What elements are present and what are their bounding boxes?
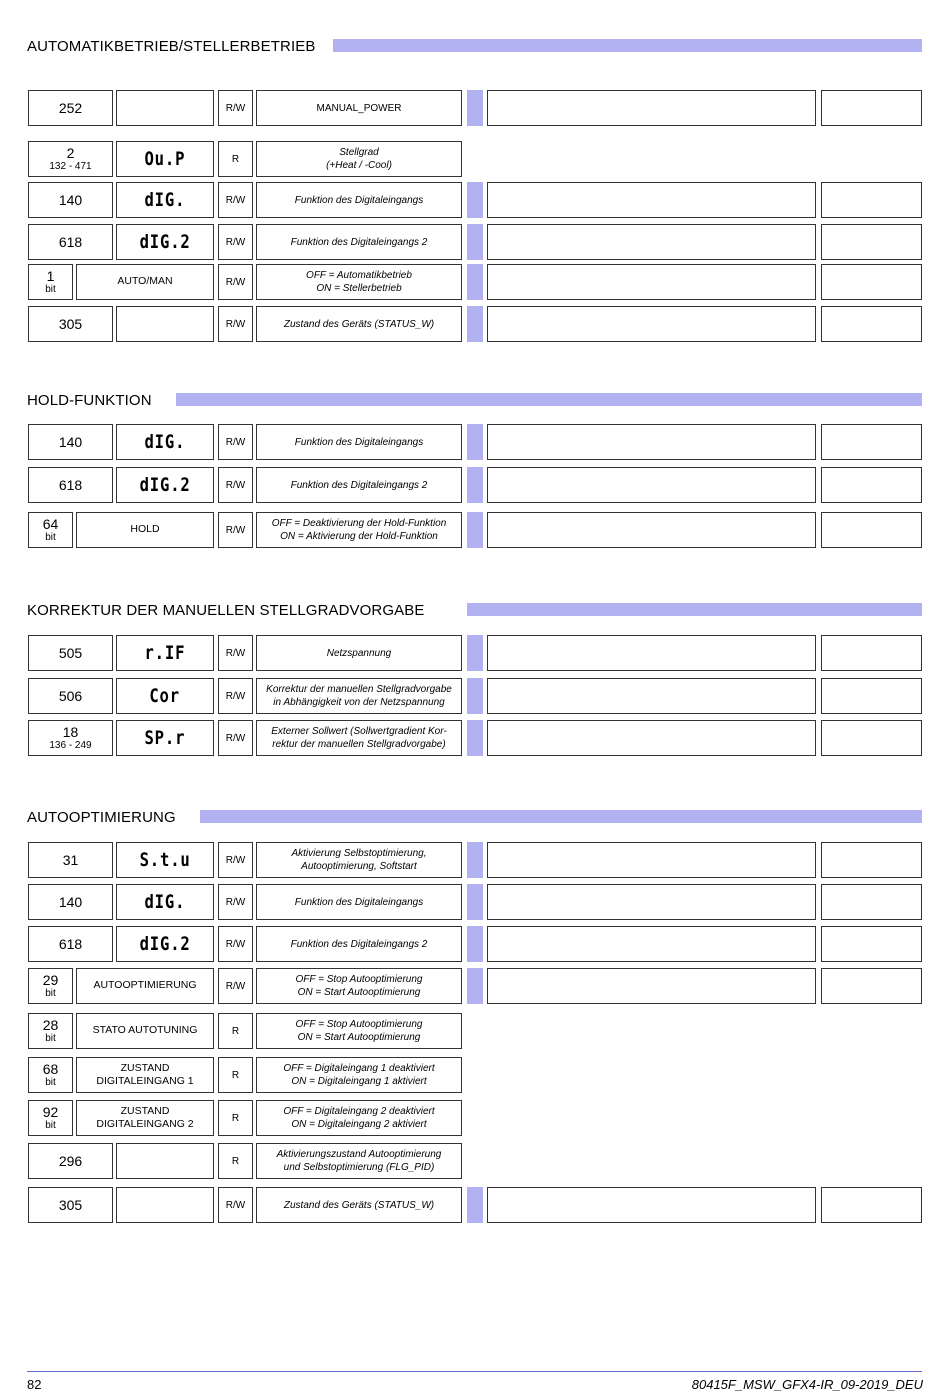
notes-entry-box[interactable] (821, 306, 922, 342)
lcd-parameter-code: dIG. (144, 431, 186, 453)
address-value: 140 (58, 434, 83, 450)
row-marker (467, 842, 483, 878)
address-value: 505 (58, 645, 83, 661)
address-value: 140 (58, 192, 83, 208)
value-entry-box[interactable] (487, 467, 816, 503)
description: Externer Sollwert (Sollwertgradient Kor- rektur der manuellen Stellgradvorgabe) (256, 720, 462, 756)
access-mode: R/W (218, 720, 253, 756)
access-mode: R/W (218, 1187, 253, 1223)
address-value: 64 (42, 516, 59, 532)
address-range: 136 - 249 (49, 740, 92, 751)
address-value: 618 (58, 234, 83, 250)
address-cell (28, 1187, 113, 1223)
lcd-display-cell (116, 926, 214, 962)
row-marker (467, 264, 483, 300)
access-mode: R/W (218, 424, 253, 460)
value-entry-box[interactable] (487, 264, 816, 300)
address-value: 18 (62, 724, 79, 740)
access-mode: R/W (218, 512, 253, 548)
value-entry-box[interactable] (487, 678, 816, 714)
notes-entry-box[interactable] (821, 467, 922, 503)
bit-label: bit (45, 532, 56, 543)
section-title: AUTOMATIKBETRIEB/STELLERBETRIEB (27, 38, 316, 55)
row-marker (467, 968, 483, 1004)
page-number: 82 (27, 1377, 42, 1392)
address-cell (28, 90, 113, 126)
row-marker (467, 424, 483, 460)
parameter-name: HOLD (76, 512, 214, 548)
address-value: 92 (42, 1104, 59, 1120)
bit-label: bit (45, 284, 56, 295)
access-mode: R (218, 1013, 253, 1049)
notes-entry-box[interactable] (821, 1187, 922, 1223)
address-value: 1 (46, 268, 55, 284)
section-title-bar (333, 39, 922, 52)
value-entry-box[interactable] (487, 90, 816, 126)
lcd-parameter-code: Cor (149, 685, 181, 707)
lcd-parameter-code: dIG.2 (139, 474, 191, 496)
parameter-name: AUTOOPTIMIERUNG (76, 968, 214, 1004)
address-cell (28, 842, 113, 878)
access-mode: R/W (218, 678, 253, 714)
notes-entry-box[interactable] (821, 926, 922, 962)
lcd-display-cell (116, 306, 214, 342)
description: OFF = Stop Autooptimierung ON = Start Autooptimierung (256, 1013, 462, 1049)
lcd-parameter-code: dIG. (144, 189, 186, 211)
row-marker (467, 635, 483, 671)
address-cell (28, 1057, 73, 1093)
section-title: HOLD-FUNKTION (27, 392, 152, 409)
address-value: 305 (58, 316, 83, 332)
notes-entry-box[interactable] (821, 842, 922, 878)
address-cell (28, 224, 113, 260)
description: Stellgrad (+Heat / -Cool) (256, 141, 462, 177)
access-mode: R (218, 1057, 253, 1093)
address-value: 2 (66, 145, 75, 161)
address-range: 132 - 471 (49, 161, 92, 172)
description: OFF = Digitaleingang 2 deaktiviert ON = Digitaleingang 2 aktiviert (256, 1100, 462, 1136)
address-cell (28, 424, 113, 460)
notes-entry-box[interactable] (821, 90, 922, 126)
value-entry-box[interactable] (487, 424, 816, 460)
notes-entry-box[interactable] (821, 720, 922, 756)
value-entry-box[interactable] (487, 968, 816, 1004)
description: Funktion des Digitaleingangs (256, 884, 462, 920)
address-cell (28, 1013, 73, 1049)
bit-label: bit (45, 1120, 56, 1131)
address-cell (28, 678, 113, 714)
row-marker (467, 926, 483, 962)
address-value: 296 (58, 1153, 83, 1169)
access-mode: R/W (218, 467, 253, 503)
address-cell (28, 512, 73, 548)
lcd-display-cell (116, 467, 214, 503)
lcd-display-cell (116, 842, 214, 878)
notes-entry-box[interactable] (821, 512, 922, 548)
address-value: 68 (42, 1061, 59, 1077)
value-entry-box[interactable] (487, 635, 816, 671)
lcd-display-cell (116, 1143, 214, 1179)
description: Funktion des Digitaleingangs 2 (256, 467, 462, 503)
address-value: 29 (42, 972, 59, 988)
lcd-parameter-code: SP.r (144, 727, 186, 749)
lcd-display-cell (116, 224, 214, 260)
row-marker (467, 467, 483, 503)
access-mode: R/W (218, 90, 253, 126)
lcd-parameter-code: dIG.2 (139, 933, 191, 955)
parameter-name: AUTO/MAN (76, 264, 214, 300)
access-mode: R (218, 1100, 253, 1136)
description: OFF = Deaktivierung der Hold-Funktion ON = Aktivierung der Hold-Funktion (256, 512, 462, 548)
parameter-name: STATO AUTOTUNING (76, 1013, 214, 1049)
description: Aktivierung Selbstoptimierung, Autooptimierung, Softstart (256, 842, 462, 878)
row-marker (467, 182, 483, 218)
address-cell (28, 182, 113, 218)
bit-label: bit (45, 1033, 56, 1044)
description: Korrektur der manuellen Stellgradvorgabe in Abhängigkeit von der Netzspannung (256, 678, 462, 714)
notes-entry-box[interactable] (821, 182, 922, 218)
access-mode: R/W (218, 182, 253, 218)
row-marker (467, 224, 483, 260)
notes-entry-box[interactable] (821, 968, 922, 1004)
notes-entry-box[interactable] (821, 424, 922, 460)
address-cell (28, 467, 113, 503)
row-marker (467, 720, 483, 756)
address-cell (28, 306, 113, 342)
row-marker (467, 678, 483, 714)
lcd-parameter-code: dIG. (144, 891, 186, 913)
value-entry-box[interactable] (487, 926, 816, 962)
value-entry-box[interactable] (487, 1187, 816, 1223)
lcd-display-cell (116, 141, 214, 177)
value-entry-box[interactable] (487, 224, 816, 260)
row-marker (467, 512, 483, 548)
parameter-name: ZUSTAND DIGITALEINGANG 1 (76, 1057, 214, 1093)
description: OFF = Automatikbetrieb ON = Stellerbetrieb (256, 264, 462, 300)
address-cell (28, 884, 113, 920)
address-cell (28, 264, 73, 300)
address-cell (28, 1143, 113, 1179)
lcd-parameter-code: dIG.2 (139, 231, 191, 253)
value-entry-box[interactable] (487, 720, 816, 756)
section-title-bar (467, 603, 922, 616)
bit-label: bit (45, 1077, 56, 1088)
description: Funktion des Digitaleingangs (256, 424, 462, 460)
description: Zustand des Geräts (STATUS_W) (256, 1187, 462, 1223)
lcd-display-cell (116, 678, 214, 714)
address-value: 252 (58, 100, 83, 116)
access-mode: R (218, 1143, 253, 1179)
lcd-parameter-code: S.t.u (139, 849, 191, 871)
notes-entry-box[interactable] (821, 264, 922, 300)
access-mode: R/W (218, 264, 253, 300)
description: Funktion des Digitaleingangs 2 (256, 224, 462, 260)
address-value: 618 (58, 477, 83, 493)
value-entry-box[interactable] (487, 182, 816, 218)
lcd-display-cell (116, 884, 214, 920)
lcd-display-cell (116, 182, 214, 218)
lcd-display-cell (116, 720, 214, 756)
description: Aktivierungszustand Autooptimierung und Selbstoptimierung (FLG_PID) (256, 1143, 462, 1179)
address-value: 28 (42, 1017, 59, 1033)
value-entry-box[interactable] (487, 842, 816, 878)
value-entry-box[interactable] (487, 306, 816, 342)
notes-entry-box[interactable] (821, 635, 922, 671)
value-entry-box[interactable] (487, 884, 816, 920)
access-mode: R/W (218, 635, 253, 671)
lcd-parameter-code: r.IF (144, 642, 186, 664)
description: Zustand des Geräts (STATUS_W) (256, 306, 462, 342)
row-marker (467, 90, 483, 126)
lcd-parameter-code: Ou.P (144, 148, 186, 170)
bit-label: bit (45, 988, 56, 999)
description: MANUAL_POWER (256, 90, 462, 126)
lcd-display-cell (116, 1187, 214, 1223)
section-title-bar (200, 810, 922, 823)
address-value: 305 (58, 1197, 83, 1213)
address-cell (28, 720, 113, 756)
access-mode: R/W (218, 884, 253, 920)
address-cell (28, 1100, 73, 1136)
description: Netzspannung (256, 635, 462, 671)
notes-entry-box[interactable] (821, 224, 922, 260)
access-mode: R/W (218, 842, 253, 878)
lcd-display-cell (116, 90, 214, 126)
notes-entry-box[interactable] (821, 678, 922, 714)
address-value: 618 (58, 936, 83, 952)
section-title-bar (176, 393, 922, 406)
address-value: 31 (62, 852, 79, 868)
lcd-display-cell (116, 424, 214, 460)
access-mode: R/W (218, 224, 253, 260)
row-marker (467, 884, 483, 920)
access-mode: R (218, 141, 253, 177)
parameter-name: ZUSTAND DIGITALEINGANG 2 (76, 1100, 214, 1136)
address-cell (28, 635, 113, 671)
document-id: 80415F_MSW_GFX4-IR_09-2019_DEU (691, 1377, 923, 1392)
section-title: AUTOOPTIMIERUNG (27, 809, 176, 826)
footer-rule (27, 1371, 922, 1372)
access-mode: R/W (218, 968, 253, 1004)
address-cell (28, 141, 113, 177)
access-mode: R/W (218, 926, 253, 962)
notes-entry-box[interactable] (821, 884, 922, 920)
section-title: KORREKTUR DER MANUELLEN STELLGRADVORGABE (27, 602, 425, 619)
description: Funktion des Digitaleingangs (256, 182, 462, 218)
address-cell (28, 926, 113, 962)
access-mode: R/W (218, 306, 253, 342)
description: Funktion des Digitaleingangs 2 (256, 926, 462, 962)
description: OFF = Stop Autooptimierung ON = Start Autooptimierung (256, 968, 462, 1004)
row-marker (467, 1187, 483, 1223)
row-marker (467, 306, 483, 342)
value-entry-box[interactable] (487, 512, 816, 548)
address-value: 140 (58, 894, 83, 910)
description: OFF = Digitaleingang 1 deaktiviert ON = Digitaleingang 1 aktiviert (256, 1057, 462, 1093)
address-value: 506 (58, 688, 83, 704)
lcd-display-cell (116, 635, 214, 671)
address-cell (28, 968, 73, 1004)
